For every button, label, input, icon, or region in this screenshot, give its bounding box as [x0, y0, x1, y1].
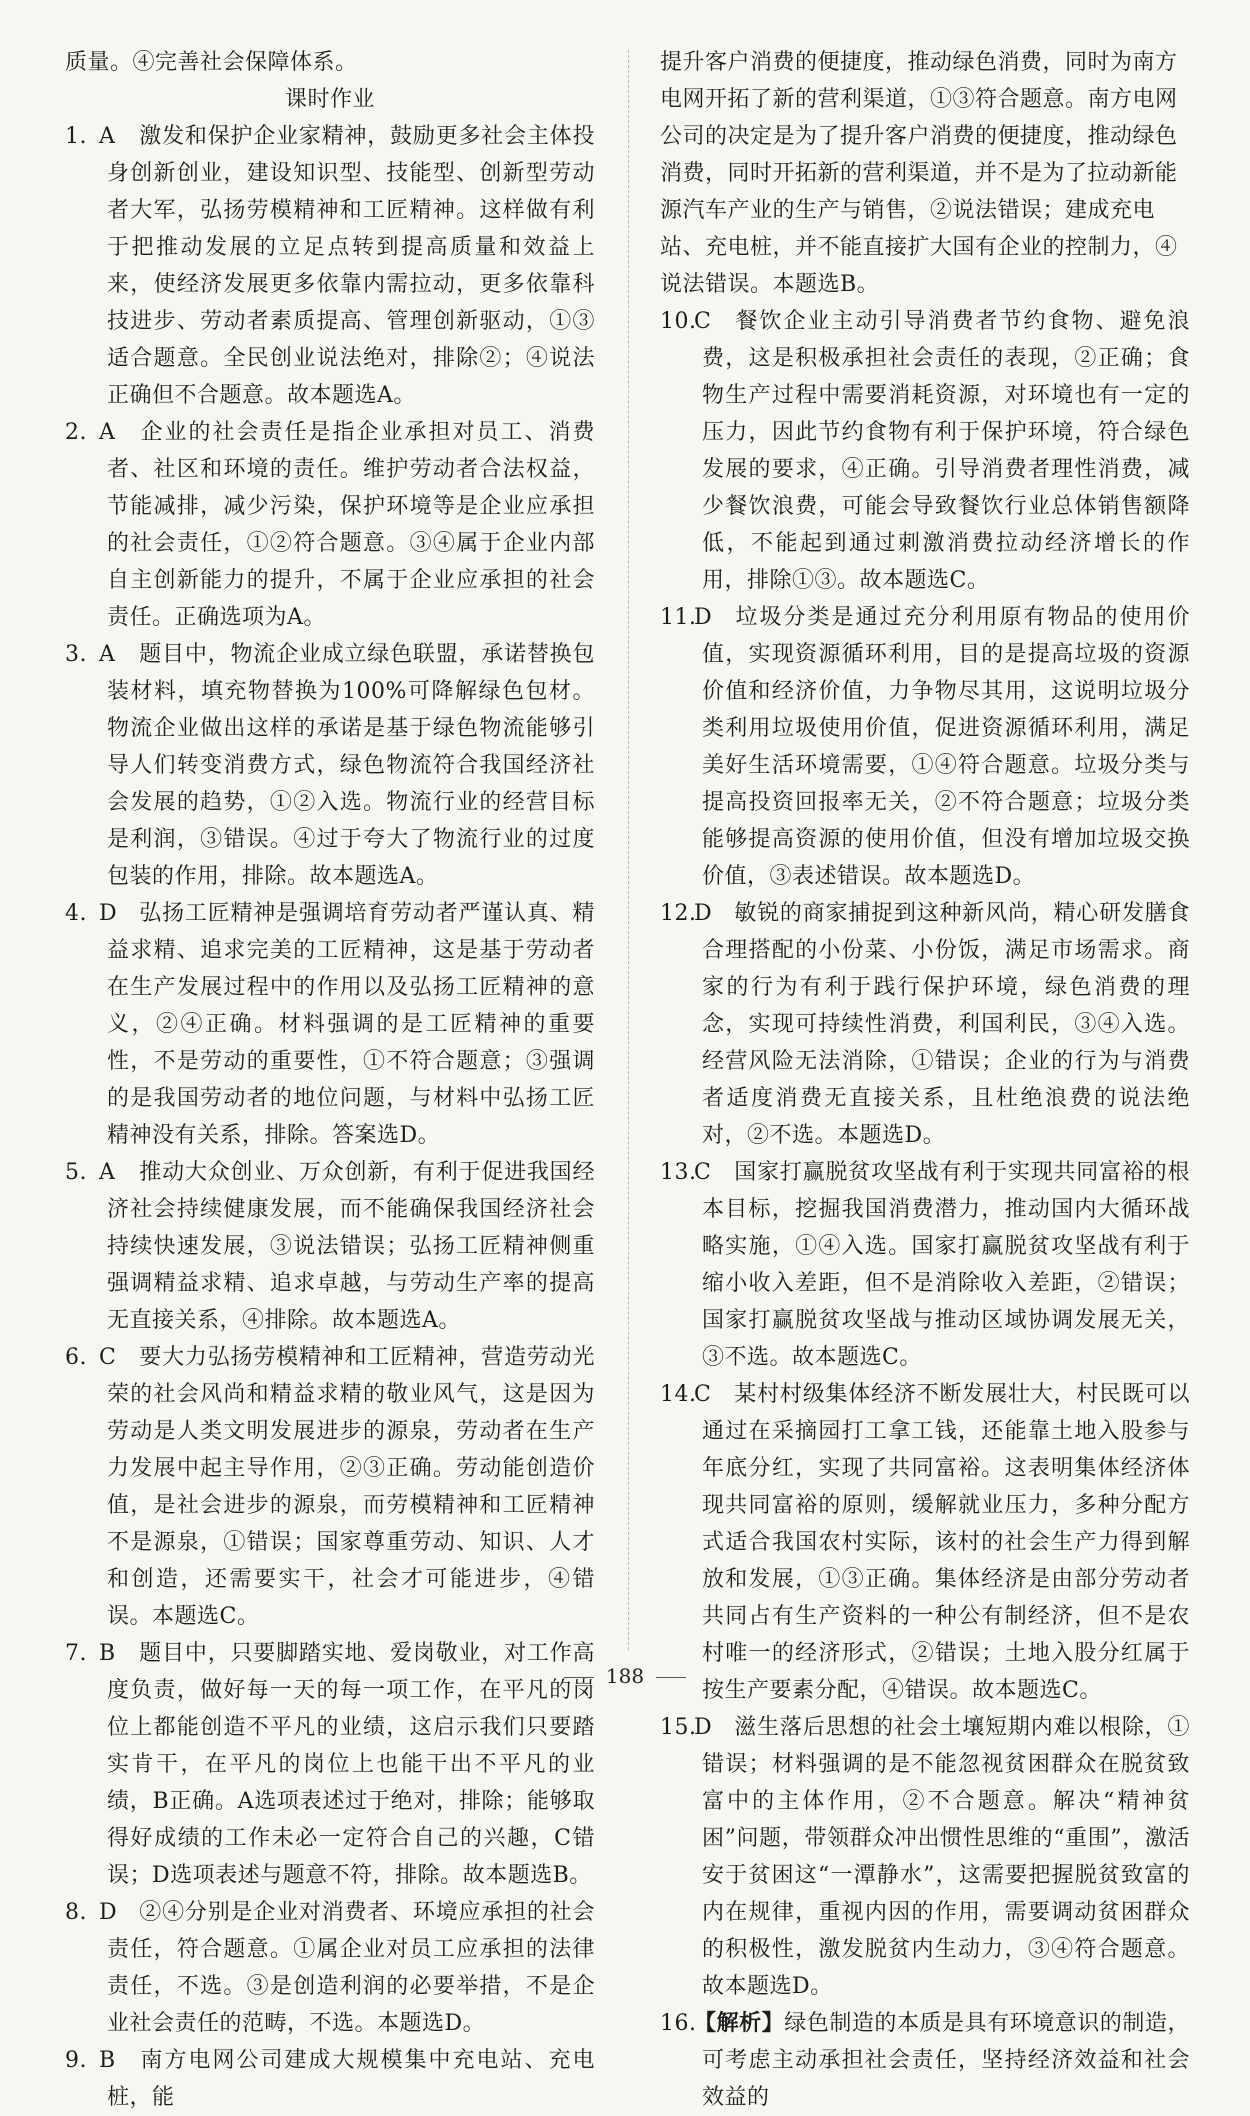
- item-number: 11.: [660, 605, 697, 630]
- answer-item-2: [65, 414, 595, 636]
- item-number: 7.: [65, 1641, 87, 1666]
- item-explanation: 滋生落后思想的社会土壤短期内难以根除，①错误；材料强调的是不能忽视贫困群众在脱贫致富中的主体作用，②不合题意。解决“精神贫困”问题，带领群众冲出惯性思维的“重围”，激活安于贫困这“一潭静水”，这需要把握脱贫致富的内在规律，重视内因的作用，需要调动贫困群众的积极性，激发脱贫内生动力，③④符合题意。故本题选D。: [702, 1715, 1190, 1999]
- item-answer: D: [694, 901, 713, 926]
- item-explanation: 激发和保护企业家精神，鼓励更多社会主体投身创新创业，建设知识型、技能型、创新型劳动者大军，弘扬劳模精神和工匠精神。这样做有利于把推动发展的立足点转到提高质量和效益上来，使经济发展更多依靠内需拉动，更多依靠科技进步、劳动者素质提高、管理创新驱动，①③适合题意。全民创业说法绝对，排除②；④说法正确但不合题意。故本题选A。: [107, 124, 595, 408]
- item-explanation: 国家打赢脱贫攻坚战有利于实现共同富裕的根本目标，挖掘我国消费潜力，推动国内大循环战略实施，①④入选。国家打赢脱贫攻坚战有利于缩小收入差距，但不是消除收入差距，②错误；国家打赢脱贫攻坚战与推动区域协调发展无关，③不选。故本题选C。: [702, 1160, 1190, 1370]
- answer-item-13: [660, 1154, 1190, 1376]
- item-answer: C: [99, 1345, 117, 1370]
- left-column: [65, 44, 595, 2116]
- item-explanation: 绿色制造的本质是具有环境意识的制造，可考虑主动承担社会责任，坚持经济效益和社会效益的: [702, 2011, 1190, 2110]
- footer-dash-right: [656, 1677, 686, 1678]
- item-number: 15.: [660, 1715, 697, 1740]
- answer-item-8: [65, 1894, 595, 2042]
- item-number: 3.: [65, 642, 87, 667]
- answer-item-12: [660, 895, 1190, 1154]
- item-explanation: 垃圾分类是通过充分利用原有物品的使用价值，实现资源循环利用，目的是提高垃圾的资源价值和经济价值，力争物尽其用，这说明垃圾分类利用垃圾使用价值，促进资源循环利用，满足美好生活环境需要，①④符合题意。垃圾分类与提高投资回报率无关，②不符合题意；垃圾分类能够提高资源的使用价值，但没有增加垃圾交换价值，③表述错误。故本题选D。: [702, 605, 1190, 889]
- answer-item-10: [660, 303, 1190, 599]
- item-explanation: 南方电网公司建成大规模集中充电站、充电桩，能: [107, 2048, 595, 2110]
- item-number: 9.: [65, 2048, 87, 2073]
- item-number: 5.: [65, 1160, 87, 1185]
- item-answer: B: [99, 1641, 116, 1666]
- section-title: 课时作业: [284, 87, 375, 112]
- item-explanation: 推动大众创业、万众创新，有利于促进我国经济社会持续健康发展，而不能确保我国经济社会持续快速发展，③说法错误；弘扬工匠精神侧重强调精益求精、追求卓越，与劳动生产率的提高无直接关系，④排除。故本题选A。: [107, 1160, 595, 1333]
- right-lead-text: 提升客户消费的便捷度，推动绿色消费，同时为南方电网开拓了新的营利渠道，①③符合题意。南方电网公司的决定是为了提升客户消费的便捷度，推动绿色消费，同时开拓新的营利渠道，并不是为了拉动新能源汽车产业的生产与销售，②说法错误；建成充电站、充电桩，并不能直接扩大国有企业的控制力，④说法错误。本题选B。: [660, 50, 1178, 297]
- answer-item-5: [65, 1154, 595, 1339]
- answer-item-6: [65, 1339, 595, 1635]
- item-answer: D: [99, 1900, 118, 1925]
- item-number: 14.: [660, 1382, 697, 1407]
- item-answer: B: [99, 2048, 116, 2073]
- item-explanation: 题目中，物流企业成立绿色联盟，承诺替换包装材料，填充物替换为100%可降解绿色包材。物流企业做出这样的承诺是基于绿色物流能够引导人们转变消费方式，绿色物流符合我国经济社会发展的趋势，①②入选。物流行业的经营目标是利润，③错误。④过于夸大了物流行业的过度包装的作用，排除。故本题选A。: [107, 642, 595, 889]
- item-answer: D: [694, 1715, 713, 1740]
- answer-item-9: [65, 2042, 595, 2116]
- item-answer: A: [99, 124, 116, 149]
- item-answer: D: [99, 901, 118, 926]
- item-answer: C: [694, 1382, 712, 1407]
- answer-item-11: [660, 599, 1190, 895]
- item-explanation: 题目中，只要脚踏实地、爱岗敬业，对工作高度负责，做好每一天的每一项工作，在平凡的岗位上都能创造不平凡的业绩，这启示我们只要踏实肯干，在平凡的岗位上也能干出不平凡的业绩，B正确。A选项表述过于绝对，排除；能够取得好成绩的工作未必一定符合自己的兴趣，C错误；D选项表述与题意不符，排除。故本题选B。: [107, 1641, 595, 1888]
- page-footer: [0, 1664, 1250, 1688]
- item-number: 1.: [65, 124, 87, 149]
- item-answer: A: [99, 1160, 116, 1185]
- item-number: 8.: [65, 1900, 87, 1925]
- item-explanation: 要大力弘扬劳模精神和工匠精神，营造劳动光荣的社会风尚和精益求精的敬业风气，这是因为劳动是人类文明发展进步的源泉，劳动者在生产力发展中起主导作用，②③正确。劳动能创造价值，是社会进步的源泉，而劳模精神和工匠精神不是源泉，①错误；国家尊重劳动、知识、人才和创造，还需要实干，社会才可能进步，④错误。本题选C。: [107, 1345, 595, 1629]
- right-column: [660, 44, 1190, 2116]
- item-number: 16.: [660, 2011, 697, 2036]
- answer-item-3: [65, 636, 595, 895]
- item-number: 12.: [660, 901, 697, 926]
- item-explanation: ②④分别是企业对消费者、环境应承担的社会责任，符合题意。①属企业对员工应承担的法律责任，不选。③是创造利润的必要举措，不是企业社会责任的范畴，不选。本题选D。: [107, 1900, 595, 2036]
- item-number: 2.: [65, 420, 87, 445]
- item-number: 13.: [660, 1160, 697, 1185]
- answer-item-1: [65, 118, 595, 414]
- left-lead-text: 质量。④完善社会保障体系。: [65, 50, 358, 75]
- item-answer: C: [694, 309, 712, 334]
- item-answer: C: [694, 1160, 712, 1185]
- answer-item-16: [660, 2005, 1190, 2116]
- item-number: 10.: [660, 309, 697, 334]
- item-answer: A: [99, 642, 116, 667]
- answer-item-15: [660, 1709, 1190, 2005]
- answer-item-14: [660, 1376, 1190, 1709]
- analysis-tag: 【解析】: [694, 2010, 785, 2036]
- item-explanation: 企业的社会责任是指企业承担对员工、消费者、社区和环境的责任。维护劳动者合法权益，节能减排，减少污染，保护环境等是企业应承担的社会责任，①②符合题意。③④属于企业内部自主创新能力的提升，不属于企业应承担的社会责任。正确选项为A。: [107, 420, 595, 630]
- item-explanation: 弘扬工匠精神是强调培育劳动者严谨认真、精益求精、追求完美的工匠精神，这是基于劳动者在生产发展过程中的作用以及弘扬工匠精神的意义，②④正确。材料强调的是工匠精神的重要性，不是劳动的重要性，①不符合题意；③强调的是我国劳动者的地位问题，与材料中弘扬工匠精神没有关系，排除。答案选D。: [107, 901, 595, 1148]
- item-explanation: 餐饮企业主动引导消费者节约食物、避免浪费，这是积极承担社会责任的表现，②正确；食物生产过程中需要消耗资源，对环境也有一定的压力，因此节约食物有利于保护环境，符合绿色发展的要求，④正确。引导消费者理性消费，减少餐饮浪费，可能会导致餐饮行业总体销售额降低，不能起到通过刺激消费拉动经济增长的作用，排除①③。故本题选C。: [702, 309, 1190, 593]
- item-answer: D: [694, 605, 713, 630]
- item-number: 4.: [65, 901, 87, 926]
- item-number: 6.: [65, 1345, 87, 1370]
- answer-item-4: [65, 895, 595, 1154]
- footer-dash-left: [564, 1677, 594, 1678]
- item-explanation: 敏锐的商家捕捉到这种新风尚，精心研发膳食合理搭配的小份菜、小份饭，满足市场需求。商家的行为有利于践行保护环境，绿色消费的理念，实现可持续性消费，利国利民，③④入选。经营风险无法消除，①错误；企业的行为与消费者适度消费无直接关系，且杜绝浪费的说法绝对，②不选。本题选D。: [702, 901, 1190, 1148]
- column-divider: [628, 50, 629, 1650]
- item-explanation: 某村村级集体经济不断发展壮大，村民既可以通过在采摘园打工拿工钱，还能靠土地入股参与年底分红，实现了共同富裕。这表明集体经济体现共同富裕的原则，缓解就业压力，多种分配方式适合我国农村实际，该村的社会生产力得到解放和发展，①③正确。集体经济是由部分劳动者共同占有生产资料的一种公有制经济，但不是农村唯一的经济形式，②错误；土地入股分红属于按生产要素分配，④错误。故本题选C。: [702, 1382, 1190, 1703]
- item-answer: A: [99, 420, 116, 445]
- page-number: 188: [605, 1664, 645, 1688]
